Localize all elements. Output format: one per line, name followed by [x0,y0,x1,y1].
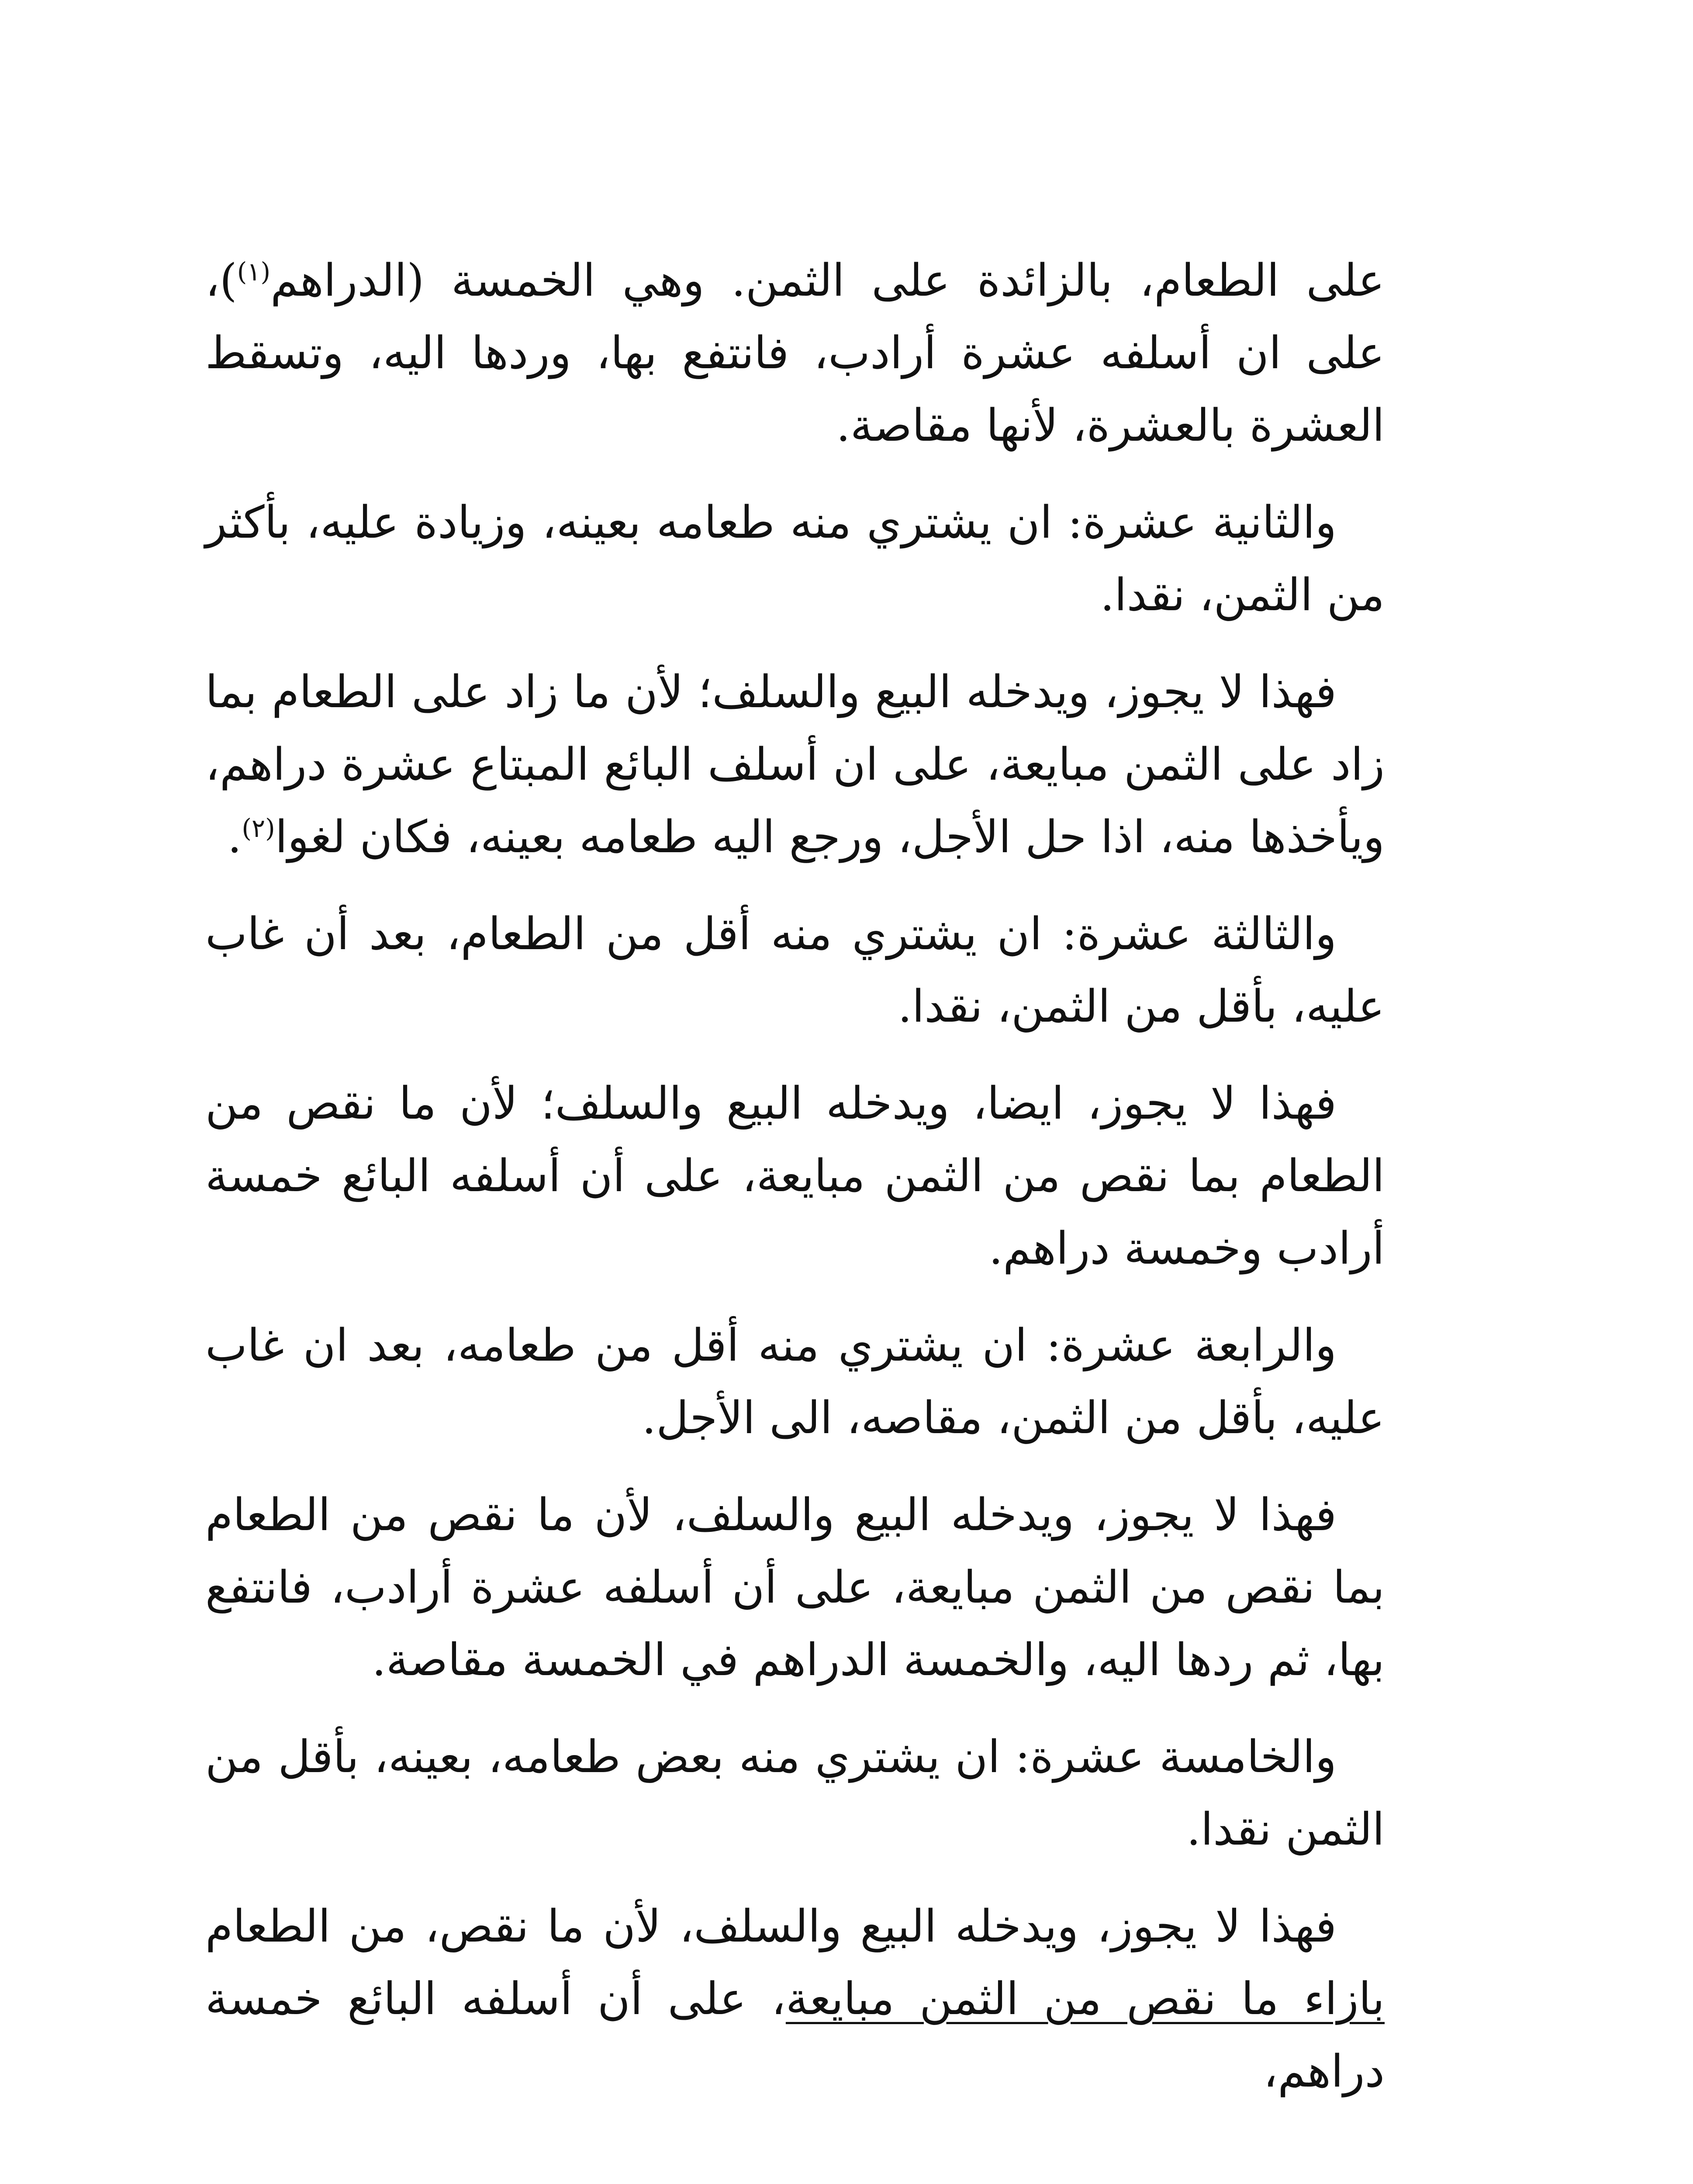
underlined-phrase: بازاء ما نقص من الثمن مبايعة [785,1973,1385,2025]
footnote-ref-2: (٢) [242,813,275,843]
paragraph-3: فهذا لا يجوز، ويدخله البيع والسلف؛ لأن ما زاد على الطعام بما زاد على الثمن مبايعة، على ان أسلف البائع المبتاع عشرة دراهم، ويأخذها منه، اذا حل الأجل، ورجع اليه طعامه بعينه، فكان لغوا$^{(٢)}$. [205,666,1385,863]
paragraph-1: على الطعام، بالزائدة على الثمن. وهي الخمسة (الدراهم$^{(١)}$)، على ان أسلفه عشرة أرادب، فانتفع بها، وردها اليه، وتسقط العشرة بالعشرة، لأنها مقاصة. [205,255,1385,452]
paragraph-9: فهذا لا يجوز، ويدخله البيع والسلف، لأن ما نقص، من الطعام بازاء ما نقص من الثمن مبايعة، على أن أسلفه البائع خمسة دراهم، [205,1901,1385,2098]
footnote-ref-1: (١) [237,257,271,287]
paragraph-5: فهذا لا يجوز، ايضا، ويدخله البيع والسلف؛ لأن ما نقص من الطعام بما نقص من الثمن مبايعة، على أن أسلفه البائع خمسة أرادب وخمسة دراهم. [205,1078,1385,1275]
paragraph-4: والثالثة عشرة: ان يشتري منه أقل من الطعام، بعد أن غاب عليه، بأقل من الثمن، نقدا. [205,908,1385,1033]
paragraph-7: فهذا لا يجوز، ويدخله البيع والسلف، لأن ما نقص من الطعام بما نقص من الثمن مبايعة، على أن أسلفه عشرة أرادب، فانتفع بها، ثم ردها اليه، والخمسة الدراهم في الخمسة مقاصة. [205,1489,1385,1686]
paragraph-8: والخامسة عشرة: ان يشتري منه بعض طعامه، بعينه، بأقل من الثمن نقدا. [205,1731,1385,1856]
paragraph-2: والثانية عشرة: ان يشتري منه طعامه بعينه، وزيادة عليه، بأكثر من الثمن، نقدا. [205,497,1385,621]
main-text [205,245,1385,2132]
paragraph-6: والرابعة عشرة: ان يشتري منه أقل من طعامه، بعد ان غاب عليه، بأقل من الثمن، مقاصه، الى الأجل. [205,1320,1385,1444]
